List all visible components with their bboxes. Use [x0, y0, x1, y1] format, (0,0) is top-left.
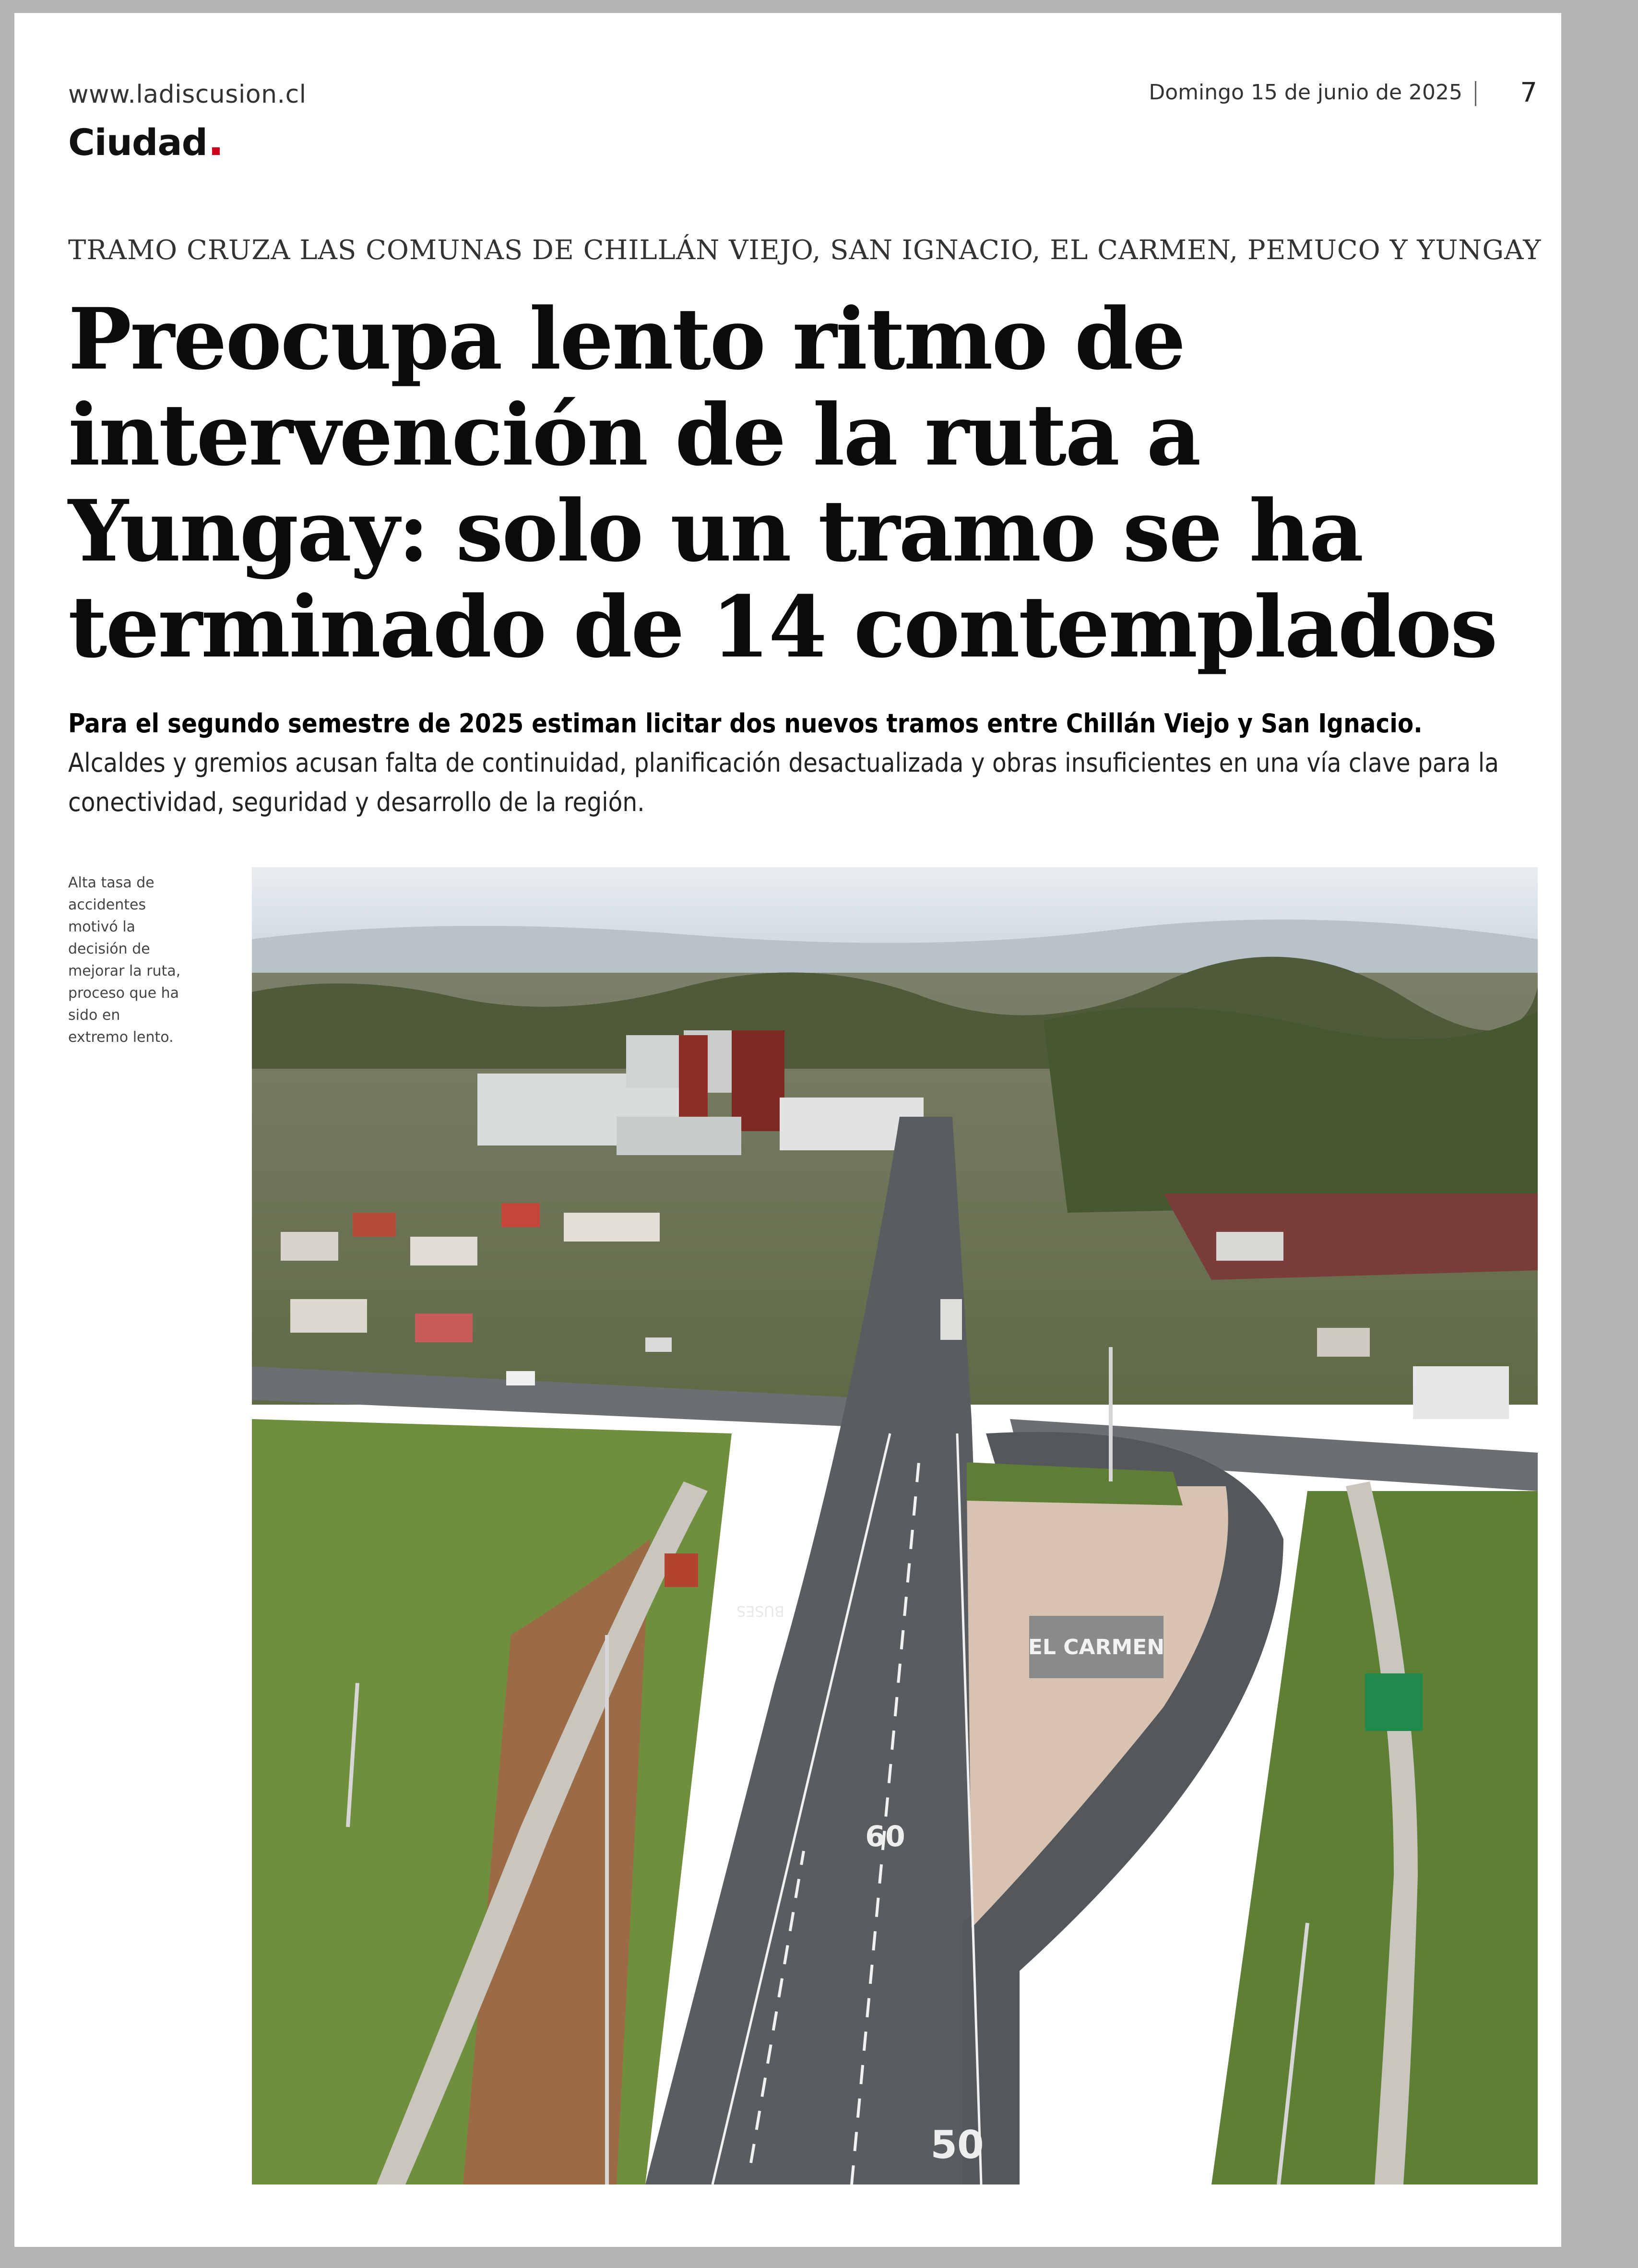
headline-line: intervención de la ruta a: [68, 385, 1200, 485]
green-road-sign: [1365, 1673, 1423, 1731]
lead-bold: Para el segundo semestre de 2025 estiman licitar dos nuevos tramos entre Chillán Viejo y San Ignacio.: [68, 708, 1423, 739]
lead-text: Alcaldes y gremios acusan falta de continuidad, planificación desactualizada y obras insuficientes en una vía clave para la conectividad, seguridad y desarrollo de la región.: [68, 748, 1499, 817]
section-label: Ciudad: [68, 121, 208, 164]
aerial-photo: [252, 867, 1538, 2184]
article-kicker: TRAMO CRUZA LAS COMUNAS DE CHILLÁN VIEJO, SAN IGNACIO, EL CARMEN, PEMUCO Y YUNGAY: [68, 235, 1542, 266]
road-text-buses: BUSES: [736, 1602, 784, 1619]
truck: [940, 1299, 962, 1340]
car: [645, 1337, 672, 1352]
photo-caption: Alta tasa de accidentes motivó la decisión de mejorar la ruta, proceso que ha sido en extremo lento.: [68, 874, 181, 1046]
issue-date: Domingo 15 de junio de 2025: [1149, 80, 1462, 105]
article-headline: [68, 291, 1555, 675]
car: [506, 1371, 535, 1385]
site-url[interactable]: www.ladiscusion.cl: [68, 80, 307, 109]
section-title: [68, 121, 220, 164]
bus-shelter: [665, 1553, 698, 1587]
page-number: 7: [1520, 77, 1537, 108]
tree-mass-right: [1044, 1007, 1538, 1213]
article-lead: [68, 704, 1507, 822]
speed-mark-60: 60: [865, 1820, 905, 1853]
sign-text: EL CARMEN: [1028, 1635, 1165, 1659]
date-line: [1149, 80, 1487, 106]
el-carmen-sign: [1028, 1616, 1164, 1678]
newspaper-page: [14, 13, 1561, 2247]
date-separator: [1475, 81, 1476, 106]
speed-mark-50: 50: [930, 2123, 984, 2167]
headline-line: Preocupa lento ritmo de: [68, 289, 1185, 389]
headline-line: terminado de 14 contemplados: [68, 577, 1496, 677]
section-dot-icon: [212, 147, 220, 155]
headline-line: Yungay: solo un tramo se ha: [68, 481, 1363, 581]
